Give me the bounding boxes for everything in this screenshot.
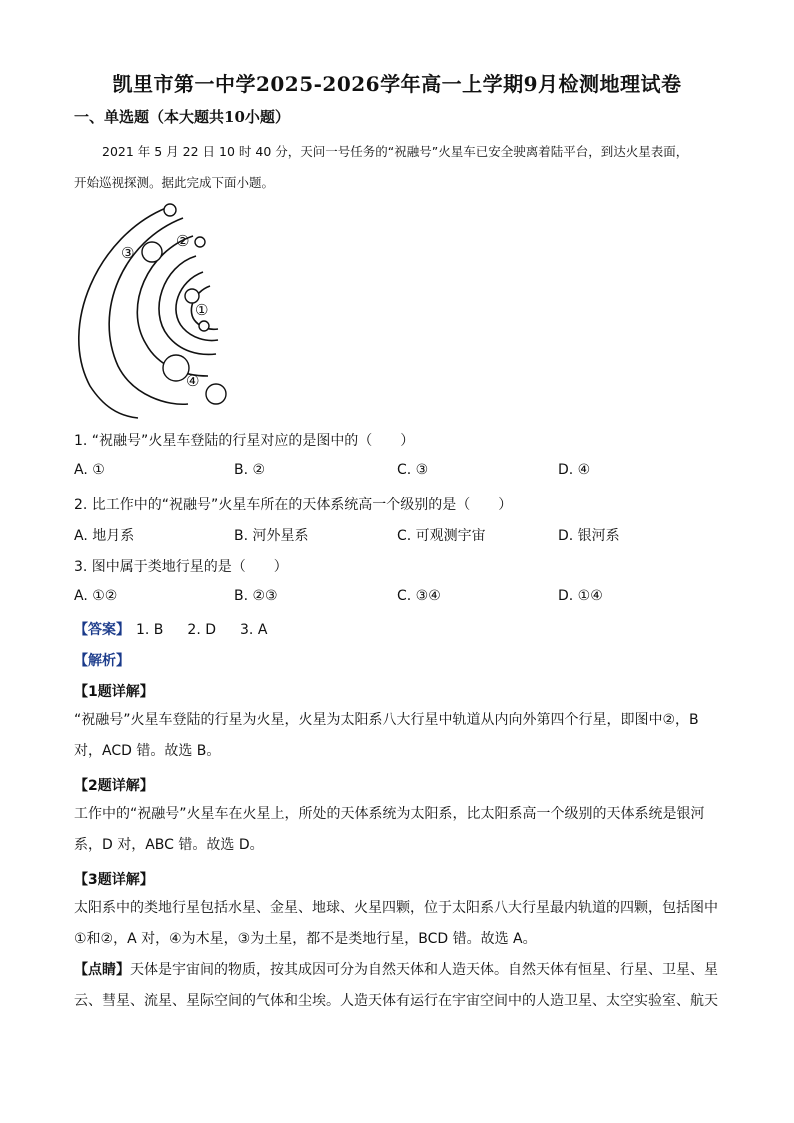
- detail-2-body: [74, 799, 724, 861]
- section-heading: 一、单选题（本大题共10小题）: [74, 108, 290, 126]
- q2-option-d[interactable]: D. 银河系: [558, 528, 620, 544]
- answer-item-1: 1. B: [136, 622, 164, 638]
- answer-row: [74, 619, 267, 639]
- label-3: ③: [121, 244, 135, 262]
- planet-top: [164, 204, 176, 216]
- orbit-outer-1: [79, 208, 166, 418]
- detail-1-head: 【1题详解】: [74, 684, 154, 700]
- intro-paragraph: [74, 136, 724, 198]
- detail-3-body: [74, 893, 724, 955]
- tip-line-2: 云、彗星、流星、星际空间的气体和尘埃。人造天体有运行在宇宙空间中的人造卫星、太空实验室、航天: [74, 993, 718, 1009]
- label-4: ④: [186, 372, 200, 390]
- detail-1-line-1: “祝融号”火星车登陆的行星为火星，火星为太阳系八大行星中轨道从内向外第四个行星，即图中②，B: [74, 712, 699, 728]
- answer-item-3: 3. A: [240, 622, 268, 638]
- q2-option-a[interactable]: A. 地月系: [74, 528, 135, 544]
- intro-line-2: 开始巡视探测。据此完成下面小题。: [74, 175, 275, 190]
- detail-1-body: [74, 705, 724, 767]
- q3-option-d[interactable]: D. ①④: [558, 588, 603, 604]
- exam-title: 凯里市第一中学2025-2026学年高一上学期9月检测地理试卷: [112, 72, 682, 96]
- planet-2: [195, 237, 205, 247]
- planet-3: [142, 242, 162, 262]
- question-1-stem: 1. “祝融号”火星车登陆的行星对应的是图中的（ ）: [74, 433, 415, 449]
- q2-option-c[interactable]: C. 可观测宇宙: [397, 528, 486, 544]
- detail-3-line-2: ①和②，A 对，④为木星，③为土星，都不是类地行星，BCD 错。故选 A。: [74, 931, 537, 947]
- tip-text-1: 天体是宇宙间的物质，按其成因可分为自然天体和人造天体。自然天体有恒星、行星、卫星、星: [130, 962, 718, 978]
- analysis-tag: 【解析】: [74, 653, 130, 669]
- q1-option-b[interactable]: B. ②: [234, 462, 266, 478]
- answer-tag: 【答案】: [74, 622, 130, 638]
- q3-option-a[interactable]: A. ①②: [74, 588, 118, 604]
- q2-option-b[interactable]: B. 河外星系: [234, 528, 309, 544]
- detail-3-head: 【3题详解】: [74, 872, 154, 888]
- q1-option-d[interactable]: D. ④: [558, 462, 591, 478]
- q3-option-c[interactable]: C. ③④: [397, 588, 441, 604]
- detail-2-line-2: 系，D 对，ABC 错。故选 D。: [74, 837, 264, 853]
- q1-option-a[interactable]: A. ①: [74, 462, 105, 478]
- label-2: ②: [176, 232, 190, 250]
- question-3-stem: 3. 图中属于类地行星的是（ ）: [74, 559, 288, 575]
- detail-1-line-2: 对，ACD 错。故选 B。: [74, 743, 221, 759]
- answer-item-2: 2. D: [187, 622, 217, 638]
- q1-option-c[interactable]: C. ③: [397, 462, 429, 478]
- detail-2-head: 【2题详解】: [74, 778, 154, 794]
- tip-tag: 【点睛】: [74, 962, 130, 978]
- detail-2-line-1: 工作中的“祝融号”火星车在火星上，所处的天体系统为太阳系，比太阳系高一个级别的天体系统是银河: [74, 806, 705, 822]
- planet-bottom: [206, 384, 226, 404]
- tip-line-1: [74, 955, 724, 986]
- planet-1: [199, 321, 209, 331]
- question-2-stem: 2. 比工作中的“祝融号”火星车所在的天体系统高一个级别的是（ ）: [74, 497, 513, 513]
- intro-line-1: 2021 年 5 月 22 日 10 时 40 分，天问一号任务的“祝融号”火星车已安全驶离着陆平台，到达火星表面，: [102, 144, 689, 159]
- q3-option-b[interactable]: B. ②③: [234, 588, 278, 604]
- tip-block: [74, 955, 724, 1017]
- detail-3-line-1: 太阳系中的类地行星包括水星、金星、地球、火星四颗，位于太阳系八大行星最内轨道的四颗，包括图中: [74, 900, 718, 916]
- solar-system-diagram: [68, 196, 268, 422]
- label-1: ①: [195, 301, 209, 319]
